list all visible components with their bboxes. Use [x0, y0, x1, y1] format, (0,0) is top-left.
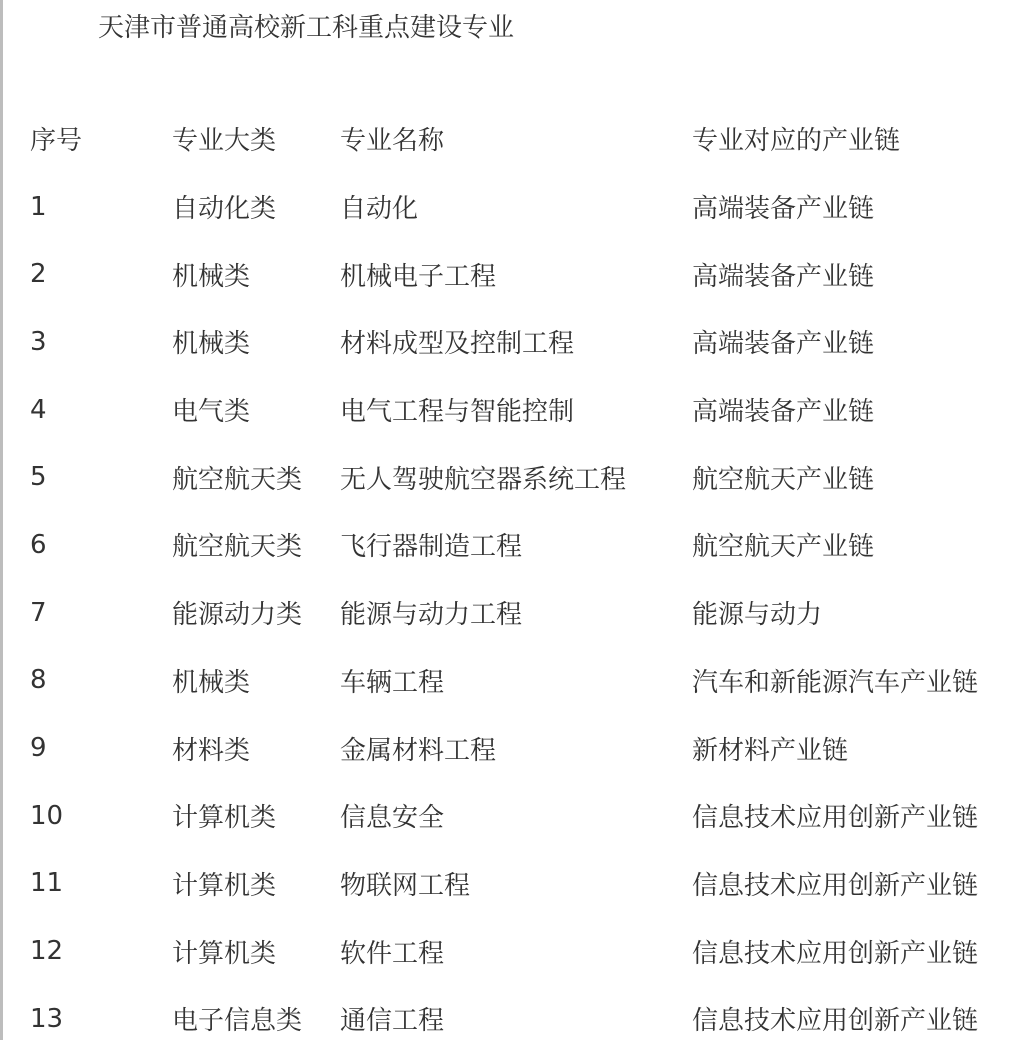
cell-chain: 信息技术应用创新产业链 [692, 803, 979, 834]
left-border-rule [0, 0, 3, 1040]
table-row [30, 917, 1020, 985]
cell-seq: 2 [30, 259, 47, 290]
cell-name: 材料成型及控制工程 [340, 329, 575, 360]
header-seq: 序号 [30, 126, 83, 157]
table-row [30, 579, 1020, 647]
cell-seq: 12 [30, 936, 64, 967]
cell-seq: 5 [30, 462, 47, 493]
cell-seq: 7 [30, 597, 47, 628]
cell-name: 无人驾驶航空器系统工程 [340, 464, 627, 495]
table-row [30, 647, 1020, 715]
cell-seq: 9 [30, 733, 47, 764]
table-row [30, 240, 1020, 308]
cell-name: 信息安全 [340, 803, 445, 834]
header-name: 专业名称 [340, 126, 445, 157]
header-row [30, 105, 1020, 173]
cell-name: 机械电子工程 [340, 261, 497, 292]
cell-name: 物联网工程 [340, 870, 471, 901]
table-row [30, 173, 1020, 241]
cell-name: 通信工程 [340, 1006, 445, 1037]
table-row [30, 511, 1020, 579]
cell-category: 自动化类 [172, 194, 277, 225]
cell-seq: 3 [30, 326, 47, 357]
cell-chain: 汽车和新能源汽车产业链 [692, 667, 979, 698]
cell-chain: 高端装备产业链 [692, 261, 875, 292]
cell-seq: 6 [30, 529, 47, 560]
cell-chain: 高端装备产业链 [692, 329, 875, 360]
cell-chain: 信息技术应用创新产业链 [692, 1006, 979, 1037]
cell-name: 自动化 [340, 194, 419, 225]
majors-table [30, 105, 1020, 1053]
document-title: 天津市普通高校新工科重点建设专业 [98, 13, 515, 43]
cell-seq: 10 [30, 800, 64, 831]
table-header [30, 105, 1020, 173]
cell-seq: 8 [30, 665, 47, 696]
cell-category: 机械类 [172, 329, 251, 360]
table-row [30, 782, 1020, 850]
cell-chain: 高端装备产业链 [692, 194, 875, 225]
cell-name: 能源与动力工程 [340, 600, 523, 631]
cell-category: 计算机类 [172, 803, 277, 834]
cell-chain: 新材料产业链 [692, 735, 849, 766]
cell-chain: 信息技术应用创新产业链 [692, 938, 979, 969]
table-row [30, 850, 1020, 918]
cell-name: 金属材料工程 [340, 735, 497, 766]
cell-category: 计算机类 [172, 870, 277, 901]
cell-category: 能源动力类 [172, 600, 303, 631]
cell-name: 软件工程 [340, 938, 445, 969]
header-category: 专业大类 [172, 126, 277, 157]
table-row [30, 443, 1020, 511]
table-row [30, 985, 1020, 1053]
table-row [30, 376, 1020, 444]
cell-name: 飞行器制造工程 [340, 532, 523, 563]
cell-category: 航空航天类 [172, 464, 303, 495]
cell-category: 电子信息类 [172, 1006, 303, 1037]
header-chain: 专业对应的产业链 [692, 126, 901, 157]
cell-category: 电气类 [172, 397, 251, 428]
cell-category: 航空航天类 [172, 532, 303, 563]
cell-category: 机械类 [172, 261, 251, 292]
cell-category: 机械类 [172, 667, 251, 698]
cell-chain: 航空航天产业链 [692, 532, 875, 563]
cell-category: 材料类 [172, 735, 251, 766]
cell-chain: 信息技术应用创新产业链 [692, 870, 979, 901]
cell-seq: 11 [30, 868, 64, 899]
table-row [30, 714, 1020, 782]
cell-seq: 4 [30, 394, 47, 425]
table-body [30, 173, 1020, 1053]
cell-name: 电气工程与智能控制 [340, 397, 575, 428]
table-row [30, 308, 1020, 376]
cell-chain: 高端装备产业链 [692, 397, 875, 428]
cell-seq: 13 [30, 1003, 64, 1034]
cell-name: 车辆工程 [340, 667, 445, 698]
cell-seq: 1 [30, 191, 47, 222]
cell-category: 计算机类 [172, 938, 277, 969]
cell-chain: 航空航天产业链 [692, 464, 875, 495]
cell-chain: 能源与动力 [692, 600, 823, 631]
